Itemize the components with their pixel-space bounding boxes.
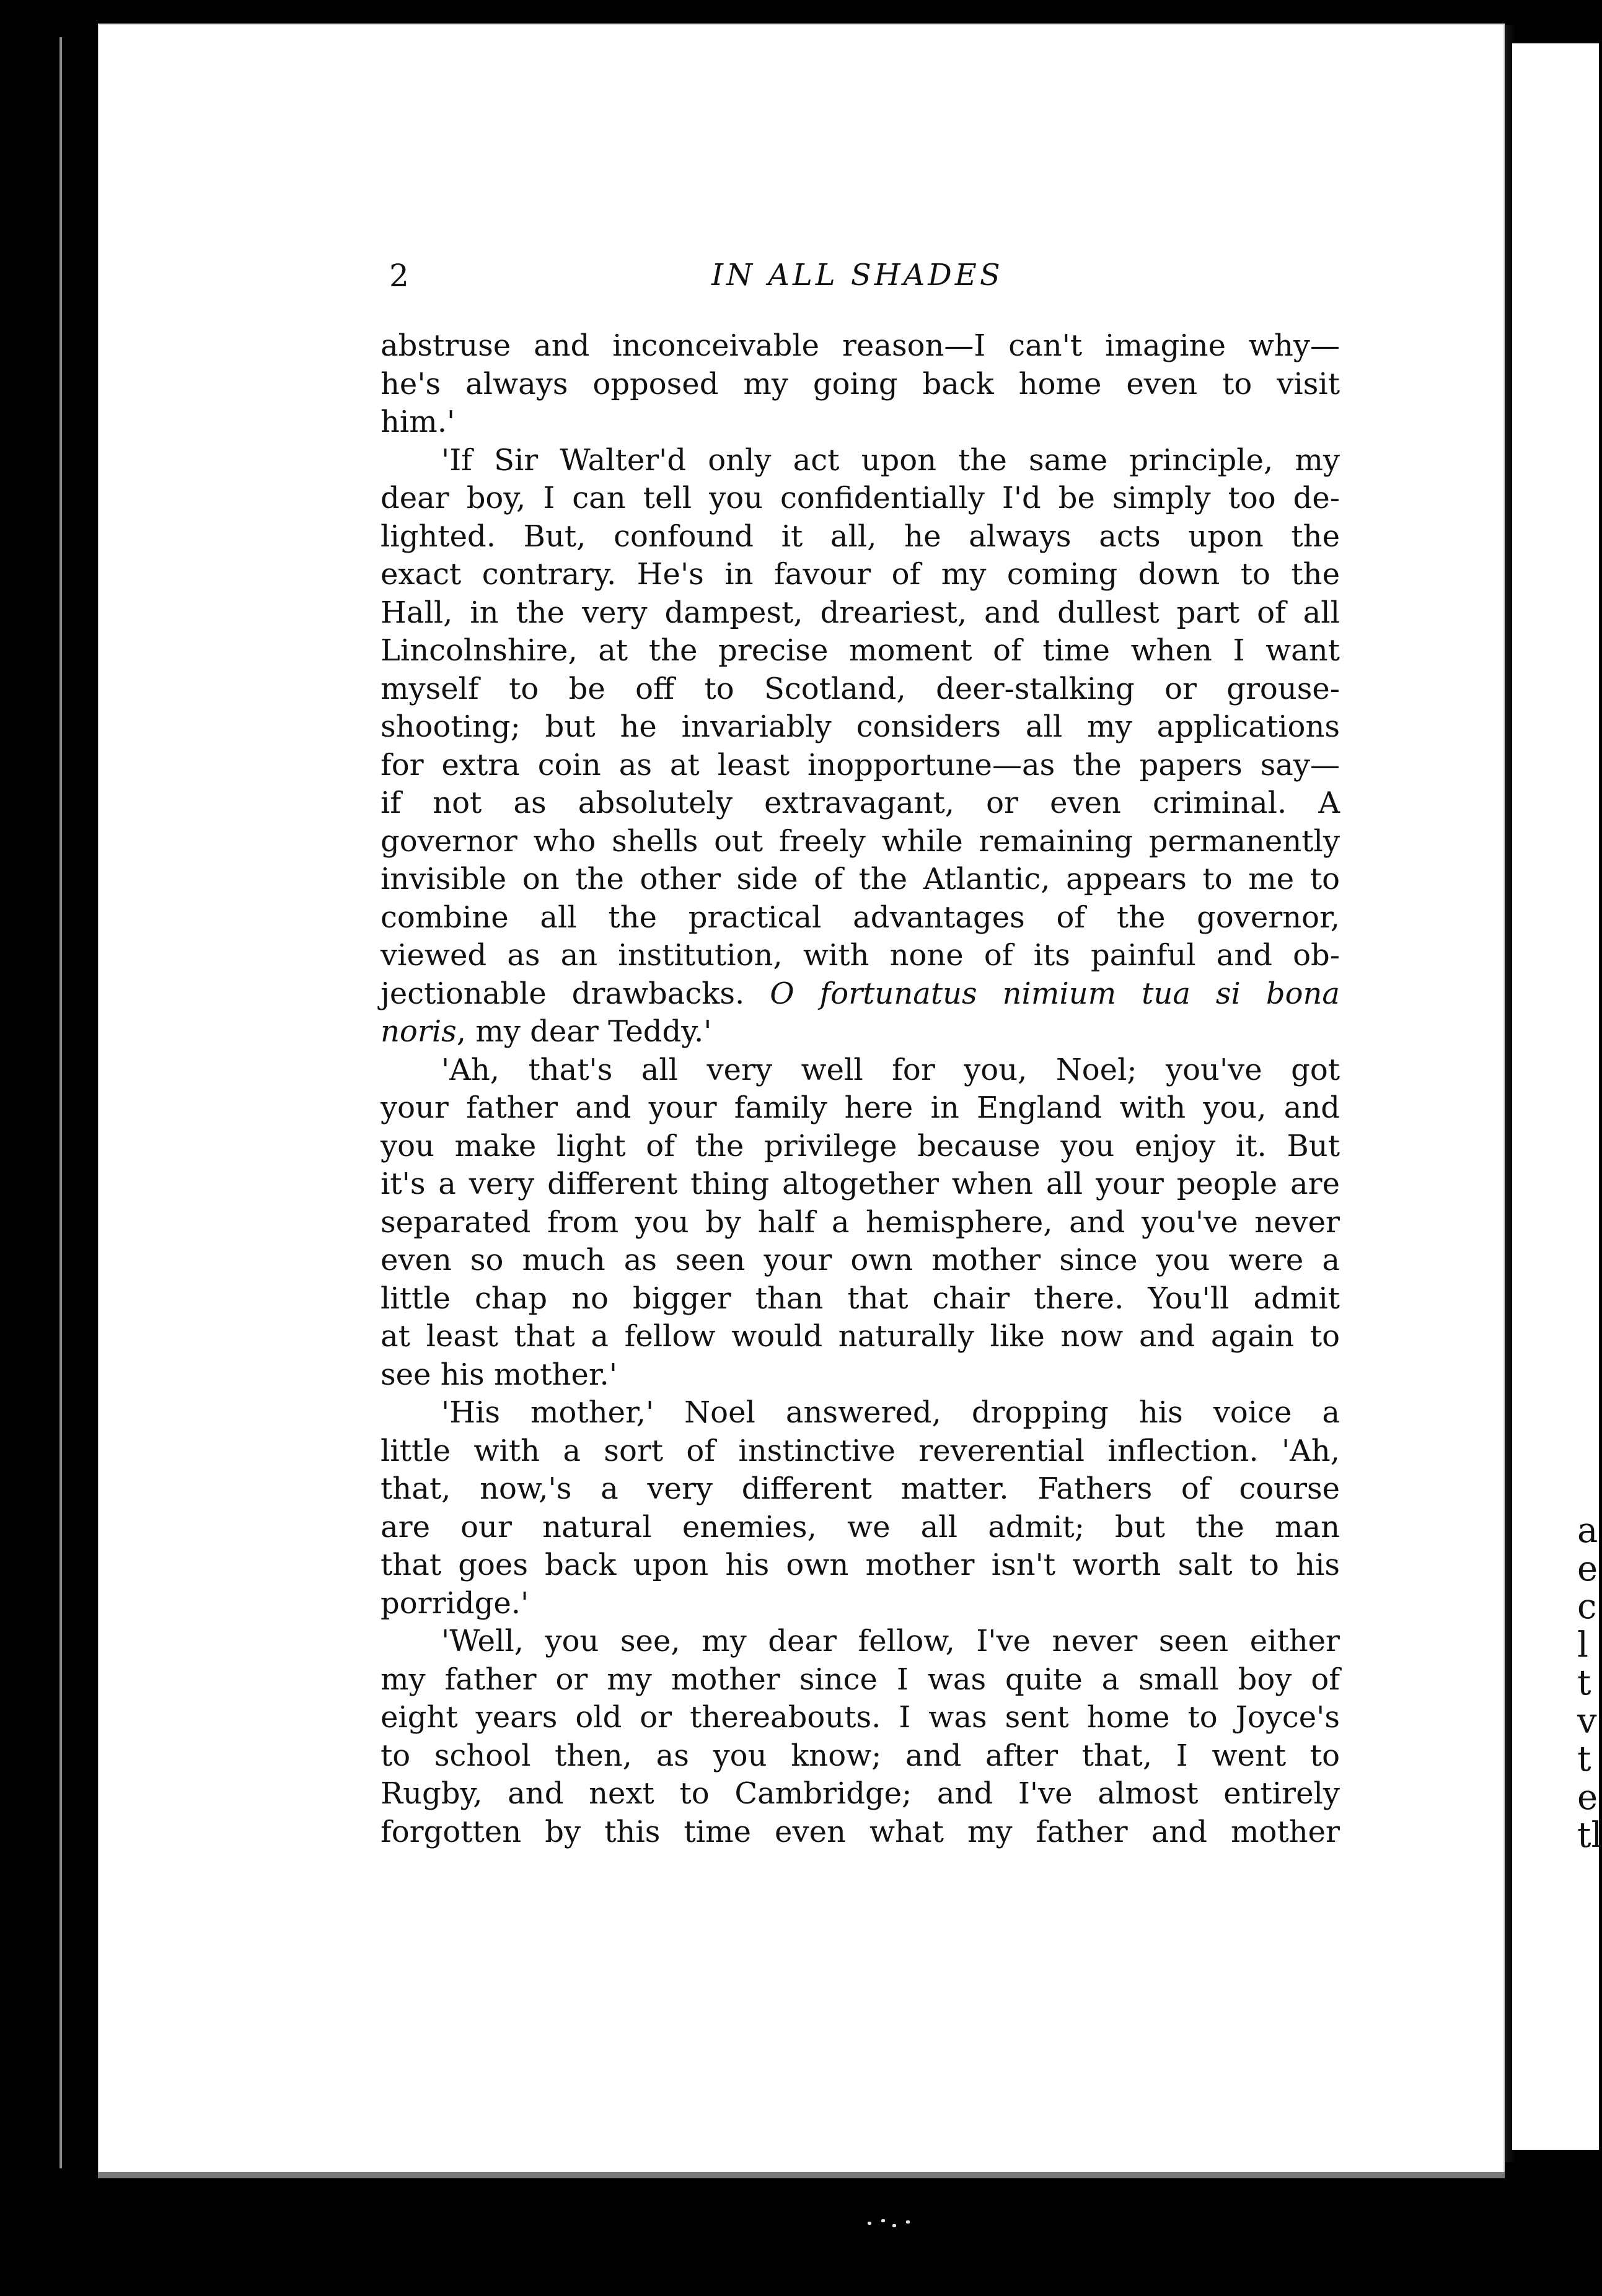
text-line: forgotten by this time even what my father and mother — [381, 1814, 1340, 1849]
text-line: 'Ah, that's all very well for you, Noel; you've got — [441, 1052, 1340, 1087]
text-line: lighted. But, confound it all, he always acts upon the — [381, 519, 1340, 554]
fragment: t — [1577, 1663, 1591, 1703]
text-line: even so much as seen your own mother since you were a — [381, 1243, 1340, 1277]
text-line: my father or my mother since I was quite a small boy of — [381, 1662, 1340, 1697]
text-line: Hall, in the very dampest, dreariest, and dullest part of all — [381, 595, 1340, 630]
fragment: l — [1577, 1624, 1588, 1665]
text-line: governor who shells out freely while remaining permanently — [381, 823, 1340, 859]
text-line: your father and your family here in England with you, and — [381, 1090, 1340, 1125]
text-line: him.' — [381, 405, 456, 439]
text-line: shooting; but he invariably considers all my applications — [381, 709, 1340, 744]
running-head — [389, 253, 1350, 296]
fragment: c — [1577, 1587, 1597, 1627]
text-line: invisible on the other side of the Atlantic, appears to me to — [381, 862, 1340, 896]
text-line: it's a very different thing altogether when all your people are — [381, 1167, 1340, 1201]
fragment: tl — [1577, 1815, 1602, 1856]
page-edge — [59, 37, 62, 2168]
page-number: 2 — [389, 258, 409, 294]
text-line: separated from you by half a hemisphere, and you've never — [381, 1204, 1340, 1240]
text-line: viewed as an institution, with none of its painful and ob- — [381, 938, 1340, 973]
page-bottom-shadow — [98, 2172, 1505, 2178]
text-line: little chap no bigger than that chair there. You'll admit — [381, 1281, 1340, 1316]
body-text — [381, 327, 1340, 1851]
text-line: combine all the practical advantages of the governor, — [381, 900, 1340, 935]
text-line: noris, my dear Teddy.' — [381, 1014, 712, 1049]
text-line: eight years old or thereabouts. I was sent home to Joyce's — [381, 1700, 1340, 1735]
text-line: 'His mother,' Noel answered, dropping his voice a — [441, 1395, 1340, 1430]
text-line: dear boy, I can tell you confidentially I'd be simply too de- — [381, 481, 1340, 515]
text-line: exact contrary. He's in favour of my coming down to the — [381, 557, 1340, 592]
text-line: that, now,'s a very different matter. Fathers of course — [381, 1471, 1340, 1506]
dust-specks — [868, 2218, 923, 2230]
text-line: you make light of the privilege because you enjoy it. But — [381, 1128, 1340, 1163]
text-line: jectionable drawbacks. O fortunatus nimium tua si bona — [381, 976, 1340, 1011]
text-line: little with a sort of instinctive reverential inflection. 'Ah, — [381, 1433, 1340, 1468]
fragment: v — [1577, 1701, 1597, 1742]
text-line: see his mother.' — [381, 1357, 618, 1392]
text-line: porridge.' — [381, 1585, 529, 1621]
text-line: are our natural enemies, we all admit; but the man — [381, 1509, 1340, 1545]
fragment: e — [1577, 1548, 1598, 1589]
text-line: that goes back upon his own mother isn't worth salt to his — [381, 1548, 1340, 1582]
text-line: if not as absolutely extravagant, or even criminal. A — [381, 786, 1340, 820]
fragment: a — [1577, 1510, 1598, 1551]
text-line: Rugby, and next to Cambridge; and I've almost entirely — [381, 1776, 1340, 1811]
text-line: Lincolnshire, at the precise moment of time when I want — [381, 633, 1340, 668]
text-line: for extra coin as at least inopportune—as the papers say— — [381, 747, 1340, 782]
text-line: at least that a fellow would naturally like now and again to — [381, 1319, 1340, 1354]
facing-page-text-fragments — [1577, 1510, 1602, 1856]
text-line: abstruse and inconceivable reason—I can't imagine why— — [381, 328, 1340, 363]
latin-quotation: noris — [381, 1014, 457, 1049]
text-line: to school then, as you know; and after that, I went to — [381, 1738, 1340, 1773]
text-line: 'If Sir Walter'd only act upon the same principle, my — [441, 442, 1340, 478]
text-line: 'Well, you see, my dear fellow, I've never seen either — [441, 1624, 1340, 1658]
fragment: e — [1577, 1777, 1598, 1818]
text-line: myself to be off to Scotland, deer-stalking or grouse- — [381, 671, 1340, 706]
latin-quotation: O fortunatus nimium tua si bona — [770, 976, 1340, 1011]
text-line: he's always opposed my going back home even to visit — [381, 366, 1340, 401]
fragment: t — [1577, 1739, 1591, 1779]
running-title: IN ALL SHADES — [711, 258, 1003, 292]
